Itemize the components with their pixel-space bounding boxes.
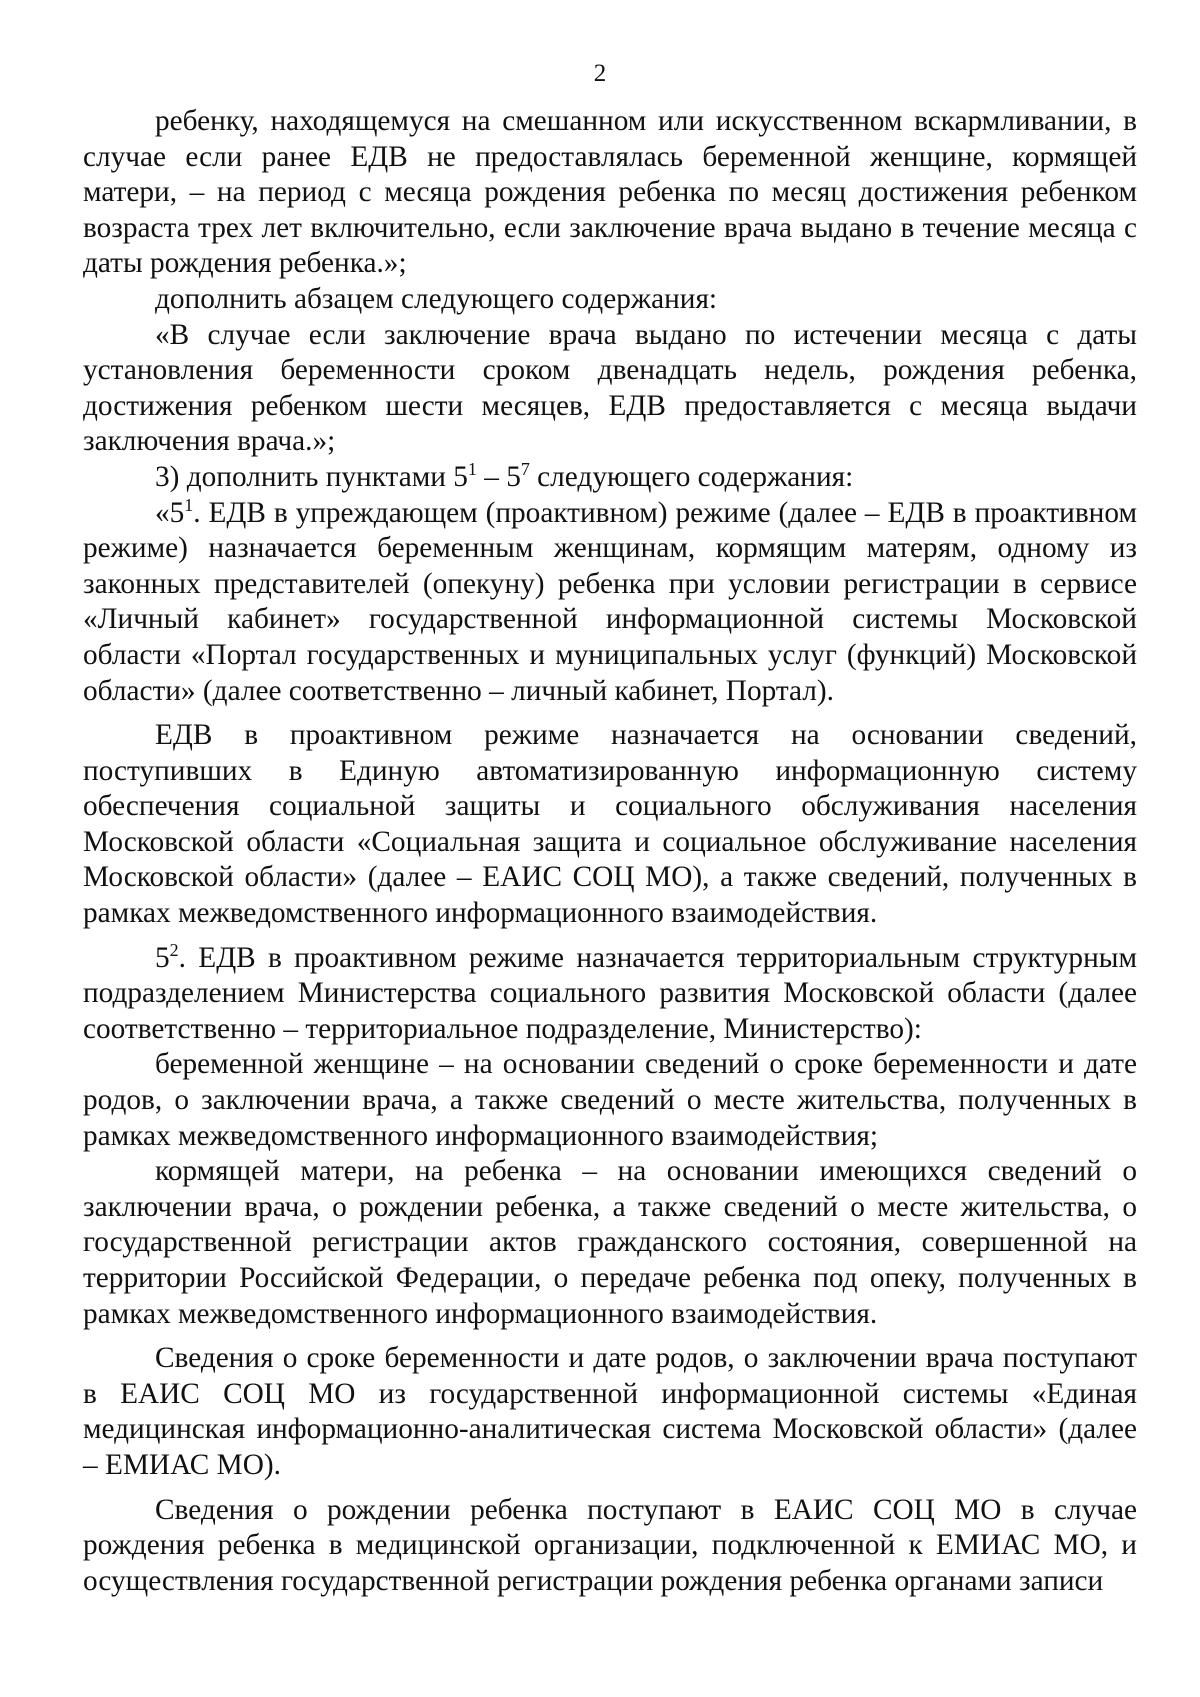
clause-5-2-start: 5 [155,941,170,974]
item-3-text-start: 3) дополнить пунктами 5 [155,460,468,493]
clause-5-2-text: . ЕДВ в проактивном режиме назначается территориальным структурным подразделением Министерства социального развития Московской области (далее соответственно – территориальное подразделение, Министерство): [83,941,1137,1045]
item-3-text-mid: – 5 [476,460,521,493]
paragraph-item-3 [83,460,1137,496]
clause-5-1-start: «5 [155,496,185,529]
document-body [83,104,1137,1599]
paragraph-pregnant-woman: беременной женщине – на основании сведений о сроке беременности и дате родов, о заключении врача, а также сведений о месте жительства, полученных в рамках межведомственного информационного взаимодействия; [83,1048,1137,1152]
paragraph-clause-5-1 [83,496,1137,710]
paragraph-birth-info: Сведения о рождении ребенка поступают в ЕАИС СОЦ МО в случае рождения ребенка в медицинской организации, подключенной к ЕМИАС МО, и осуществления государственной регистрации рождения ребенка органами записи [83,1493,1137,1597]
clause-5-1-text: . ЕДВ в упреждающем (проактивном) режиме (далее – ЕДВ в проактивном режиме) назначается беременным женщинам, кормящим матерям, одному из законных представителей (опекуну) ребенка при условии регистрации в сервисе «Личный кабинет» государственной информационной системы Московской области «Портал государственных и муниципальных услуг (функций) Московской области» (далее соответственно – личный кабинет, Портал). [83,496,1137,707]
superscript: 7 [520,458,530,479]
paragraph-pregnancy-info: Сведения о сроке беременности и дате родов, о заключении врача поступают в ЕАИС СОЦ МО из государственной информационной системы «Единая медицинская информационно-аналитическая система Московской области» (далее – ЕМИАС МО). [83,1342,1137,1481]
paragraph-nursing-mother: кормящей матери, на ребенка – на основании имеющихся сведений о заключении врача, о рождении ребенка, а также сведений о месте жительства, о государственной регистрации актов гражданского состояния, совершенной на территории Российской Федерации, о передаче ребенка под опеку, полученных в рамках межведомственного информационного взаимодействия. [83,1155,1137,1330]
paragraph-clause-5-2 [83,941,1137,1048]
paragraph-new-clause: «В случае если заключение врача выдано по истечении месяца с даты установления беременности сроком двенадцать недель, рождения ребенка, достижения ребенком шести месяцев, ЕДВ предоставляется с месяца выдачи заключения врача.»; [83,318,1137,458]
superscript: 2 [169,939,179,960]
superscript: 1 [467,458,477,479]
paragraph-proactive-basis: ЕДВ в проактивном режиме назначается на основании сведений, поступивших в Единую автоматизированную информационную систему обеспечения социальной защиты и социального обслуживания населения Московской области «Социальная защита и социальное обслуживание населения Московской области» (далее – ЕАИС СОЦ МО), а также сведений, полученных в рамках межведомственного информационного взаимодействия. [83,719,1137,930]
paragraph-amend-instruction: дополнить абзацем следующего содержания: [155,282,718,315]
page-number: 2 [593,60,607,87]
paragraph-continuation: ребенку, находящемуся на смешанном или искусственном вскармливании, в случае если ранее ЕДВ не предоставлялась беременной женщине, кормящей матери, – на период с месяца рождения ребенка по месяц достижения ребенком возраста трех лет включительно, если заключение врача выдано в течение месяца с даты рождения ребенка.»; [83,105,1137,280]
item-3-text-end: следующего содержания: [529,460,854,493]
superscript: 1 [184,494,194,515]
